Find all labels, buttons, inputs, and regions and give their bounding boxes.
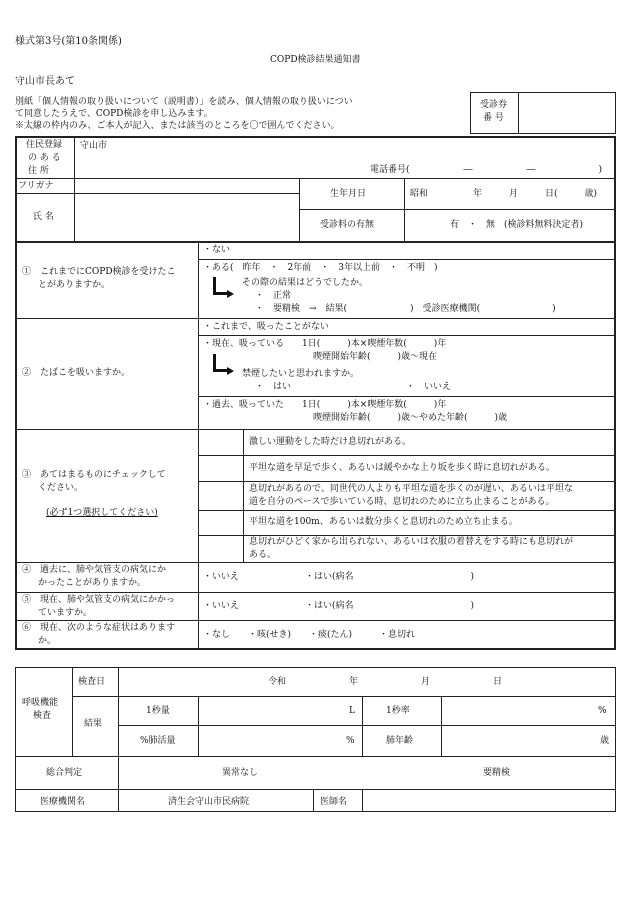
intro-line-2: て同意したうえで、COPD検診を申し込みます。 (15, 109, 213, 119)
exam-date-field[interactable]: 令和 年 月 日 (268, 677, 503, 687)
q2-label: ② たばこを吸いますか。 (22, 368, 131, 378)
address-city: 守山市 (80, 141, 108, 151)
q3-checkbox[interactable] (200, 483, 242, 509)
arrow-icon (213, 354, 227, 372)
form-number: 様式第3号(第10条関係) (15, 36, 122, 47)
institution-label: 医療機関名 (40, 797, 86, 807)
exam-date-label: 検査日 (78, 677, 106, 687)
q4-label: ④ 過去に、肺や気管支の病気にか (22, 565, 167, 575)
results-section-label: 呼吸機能 (22, 698, 59, 708)
q3-checkbox[interactable] (200, 537, 242, 561)
ticket-label: 受診券 (480, 100, 508, 110)
birthdate-label: 生年月日 (330, 189, 367, 199)
q2-quit-question: 禁煙したいと思われますか。 (242, 369, 360, 379)
institution-value: 済生会守山市民病院 (168, 797, 250, 807)
q1-result-detail[interactable]: ・ 要精検 → 結果( ) 受診医療機関( ) (255, 304, 556, 314)
phone-field[interactable]: 電話番号( ― ― ) (370, 165, 603, 175)
furigana-field[interactable] (76, 180, 296, 192)
birthdate-field[interactable]: 昭和 年 月 日( 歳) (410, 189, 598, 199)
doctor-field[interactable] (364, 791, 614, 810)
fev1-ratio-field[interactable]: % (598, 706, 607, 716)
intro-line-1: 別紙「個人情報の取り扱いについて（説明書）」を読み、個人情報の取り扱いについ (15, 97, 353, 107)
furigana-label: フリガナ (18, 181, 54, 191)
doctor-label: 医師名 (320, 797, 348, 807)
lung-age-label: 肺年齢 (386, 736, 414, 746)
q2-option-current[interactable]: ・現在、吸っている 1日( )本×喫煙年数( )年 (203, 339, 447, 349)
q3-option-1: 激しい運動をした時だけ息切れがある。 (249, 437, 412, 447)
vital-capacity-field[interactable]: % (346, 736, 355, 746)
fev1-ratio-label: 1秒率 (386, 706, 410, 716)
q1-option-yes[interactable]: ・ある( 昨年 ・ 2年前 ・ 3年以上前 ・ 不明 ) (203, 263, 438, 273)
q1-option-none[interactable]: ・ない (203, 245, 231, 255)
q3-checkbox[interactable] (200, 512, 242, 534)
judgment-normal[interactable]: 異常なし (222, 768, 259, 778)
q3-checkbox[interactable] (200, 457, 242, 480)
judgment-needs-exam[interactable]: 要精検 (483, 768, 511, 778)
q3-label: ③ あてはまるものにチェックして (22, 470, 166, 480)
q3-checkbox[interactable] (200, 431, 242, 454)
fev1-label: 1秒量 (146, 706, 170, 716)
q5-option-yes[interactable]: ・はい(病名 ) (305, 601, 475, 611)
fee-label: 受診料の有無 (320, 220, 375, 230)
q1-result-question: その際の結果はどうでしたか。 (242, 278, 369, 288)
q3-note: (必ず1つ選択してください) (46, 508, 158, 518)
q4-option-no[interactable]: ・いいえ (203, 572, 240, 582)
q3-option-2: 平坦な道を早足で歩く、あるいは緩やかな上り坂を歩く時に息切れがある。 (249, 463, 555, 473)
address-field[interactable] (120, 140, 610, 162)
page-title: COPD検診結果通知書 (270, 55, 361, 65)
q2-quit-no[interactable]: ・ いいえ (406, 382, 452, 392)
fee-options[interactable]: 有 ・ 無 (検診料無料決定者) (450, 220, 584, 230)
q4-option-yes[interactable]: ・はい(病名 ) (305, 572, 475, 582)
q2-option-never[interactable]: ・これまで、吸ったことがない (203, 322, 329, 332)
result-label: 結果 (84, 719, 103, 729)
q5-label: ⑤ 現在、肺や気管支の病気にかかっ (22, 595, 176, 605)
q3-option-5: 息切れがひどく家から出られない、あるいは衣服の着替えをする時にも息切れが (249, 537, 574, 547)
q2-option-past[interactable]: ・過去、吸っていた 1日( )本×喫煙年数( )年 (203, 400, 447, 410)
name-field[interactable] (76, 195, 296, 239)
judgment-label: 総合判定 (46, 768, 83, 778)
q6-options[interactable]: ・なし ・咳(せき) ・痰(たん) ・息切れ (203, 630, 416, 640)
lung-age-field[interactable]: 歳 (600, 736, 610, 746)
ticket-number-field[interactable] (520, 94, 614, 132)
q3-option-4: 平坦な道を100m、あるいは数分歩くと息切れのため立ち止まる。 (249, 517, 518, 527)
arrow-icon (213, 277, 227, 295)
q5-option-no[interactable]: ・いいえ (203, 601, 240, 611)
q3-option-3: 息切れがあるので、同世代の人よりも平坦な道を歩くのが遅い、あるいは平坦な (249, 484, 573, 494)
q1-result-normal[interactable]: ・ 正常 (255, 291, 292, 301)
q6-label: ⑥ 現在、次のような症状はあります (22, 623, 176, 633)
intro-line-3: ※太線の枠内のみ、ご本人が記入、または該当のところを〇で囲んでください。 (15, 121, 340, 131)
fev1-field[interactable]: L (349, 706, 355, 716)
addressee: 守山市長あて (15, 76, 75, 87)
q2-quit-yes[interactable]: ・ はい (255, 382, 292, 392)
q1-label: ① これまでにCOPD検診を受けたこ (22, 267, 176, 277)
name-label: 氏 名 (33, 212, 54, 222)
vital-capacity-label: %肺活量 (140, 736, 176, 746)
